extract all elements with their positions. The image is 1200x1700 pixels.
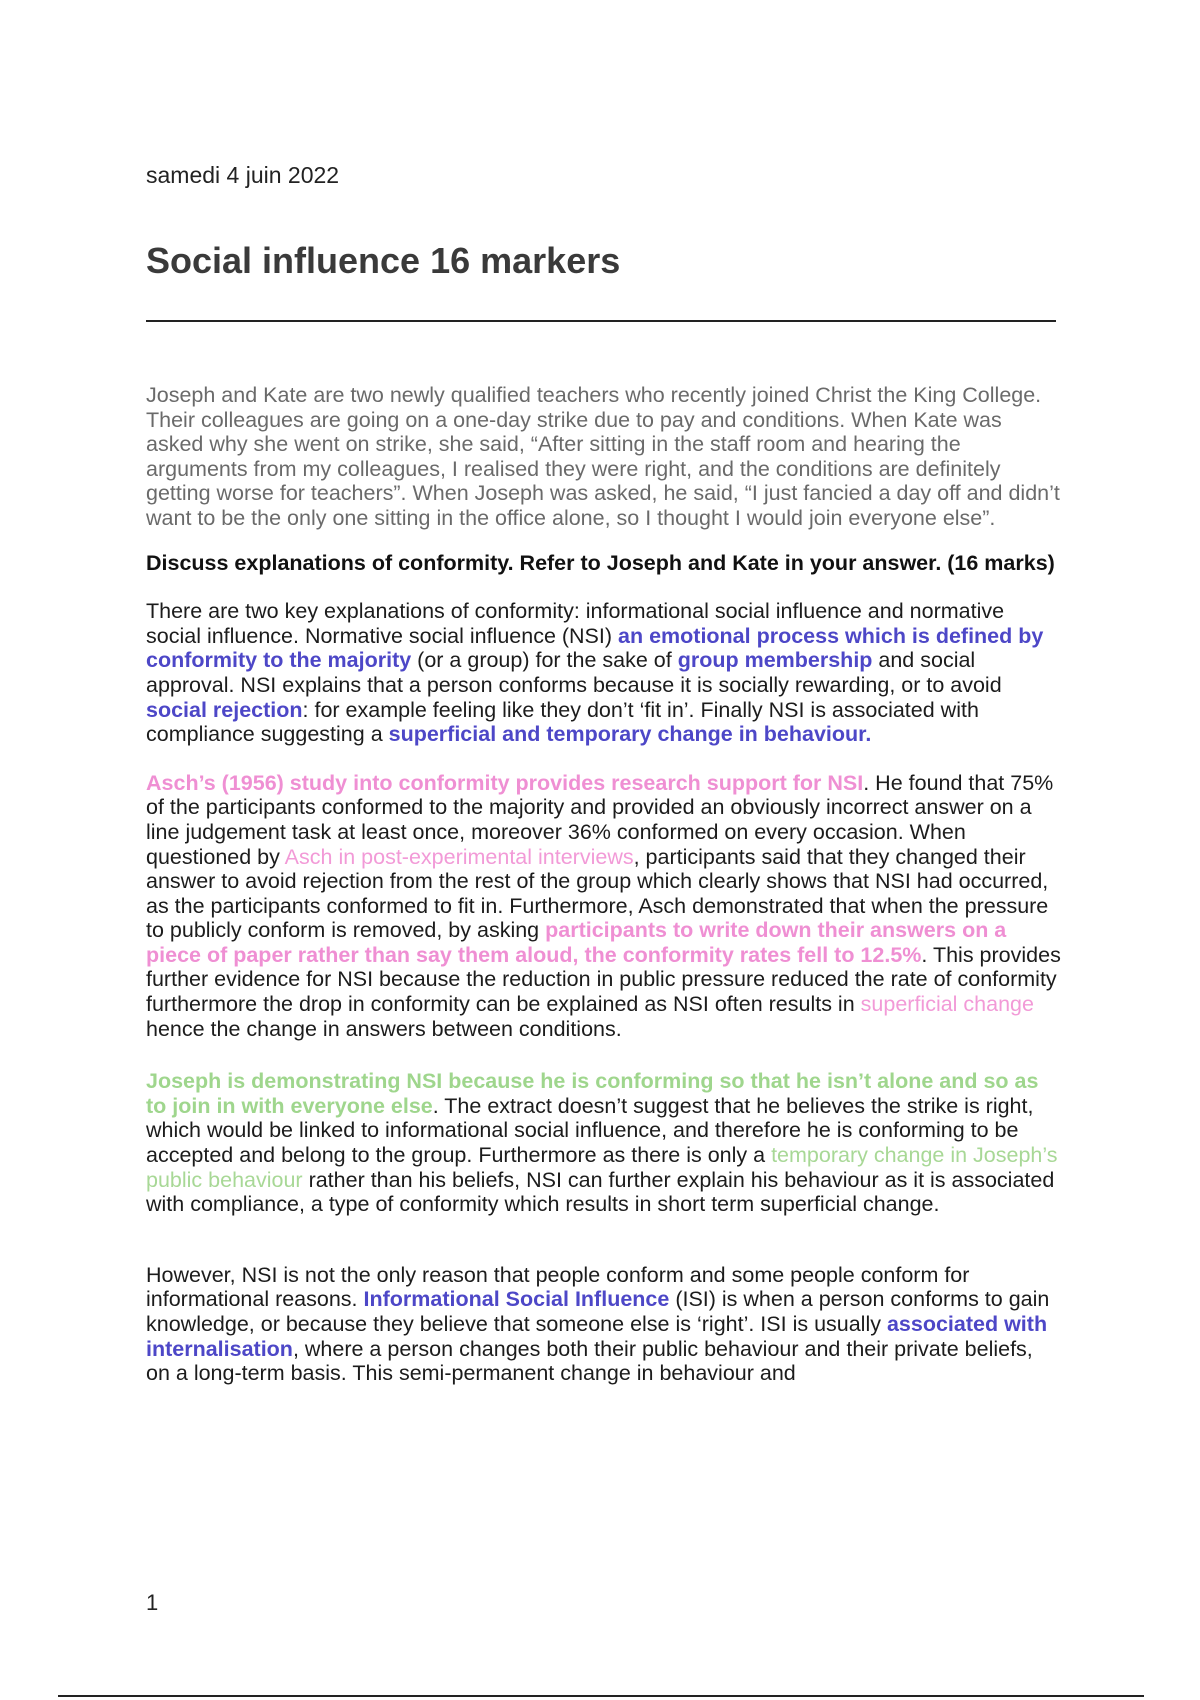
scenario-paragraph: Joseph and Kate are two newly qualified teachers who recently joined Christ the King College. Their colleagues are going on a one-day strike due to pay and conditions. When Kate was asked why she went on strike, she said, “After sitting in the staff room and hearing the arguments from my colleagues, I realised they were right, and the conditions are definitely getting worse for teachers”. When Joseph was asked, he said, “I just fancied a day off and didn’t want to be the only one sitting in the office alone, so I thought I would join everyone else”. [146, 383, 1060, 530]
answer-paragraph-isi [146, 1263, 1062, 1386]
document-body [146, 383, 1062, 1386]
highlight-green: temporary change in Joseph’s public behaviour [146, 1143, 1058, 1192]
text-run: , participants said that they changed their answer to avoid rejection from the rest of the group which clearly shows that NSI had occurred, as the participants conformed to fit in. Furthermore, Asch demonstrated that when the pressure to publicly conform is removed, by asking [146, 844, 1049, 943]
answer-paragraph-nsi-definition [146, 599, 1062, 747]
highlight-blue: social rejection [146, 697, 303, 722]
highlight-pink: superficial change [860, 992, 1034, 1017]
highlight-green: Joseph is demonstrating NSI because he is conforming so that he isn’t alone and so as to join in with everyone else [146, 1069, 1039, 1118]
answer-paragraph-asch-evidence [146, 771, 1062, 1042]
highlight-pink: participants to write down their answers on a piece of paper rather than say them aloud, the conformity rates fell to 12.5% [146, 918, 1007, 967]
highlight-blue: Informational Social Influence [363, 1287, 670, 1312]
highlight-pink: Asch’s (1956) study into conformity provides research support for NSI [146, 770, 864, 795]
text-run: : for example feeling like they don’t ‘fit in’. Finally NSI is associated with compliance suggesting a [146, 697, 979, 747]
document-date: samedi 4 juin 2022 [146, 162, 340, 188]
highlight-blue: superficial and temporary change in behaviour. [388, 722, 872, 747]
highlight-pink: Asch in post-experimental interviews [284, 844, 634, 869]
text-run: However, NSI is not the only reason that people conform and some people conform for informational reasons. [146, 1262, 970, 1312]
page-bottom-divider [58, 1695, 1144, 1697]
exam-question: Discuss explanations of conformity. Refer to Joseph and Kate in your answer. (16 marks) [146, 550, 1055, 575]
text-run: hence the change in answers between conditions. [146, 1016, 622, 1041]
highlight-blue: associated with internalisation [146, 1312, 1048, 1361]
answer-paragraph-joseph-application [146, 1069, 1062, 1217]
page-title: Social influence 16 markers [146, 240, 621, 281]
text-run: . He found that 75% of the participants conformed to the majority and provided an obviously incorrect answer on a line judgement task at least once, moreover 36% conformed on every occasion. When questioned by [146, 770, 1054, 869]
text-run: , where a person changes both their public behaviour and their private beliefs, on a long-term basis. This semi-permanent change in behaviour and [146, 1336, 1033, 1386]
text-run: There are two key explanations of conformity: informational social influence and normative social influence. Normative social influence (NSI) [146, 599, 1005, 648]
text-run: . The extract doesn’t suggest that he believes the strike is right, which would be linked to informational social influence, and therefore he is conforming to be accepted and belong to the group. Furthermore as there is only a [146, 1093, 1034, 1168]
text-run: and social approval. NSI explains that a person conforms because it is socially rewarding, or to avoid [146, 648, 1002, 697]
text-run: . This provides further evidence for NSI because the reduction in public pressure reduced the rate of conformity furthermore the drop in conformity can be explained as NSI often results in [146, 942, 1061, 1017]
page-number: 1 [146, 1590, 159, 1615]
highlight-blue: group membership [677, 648, 873, 673]
highlight-blue: an emotional process which is defined by conformity to the majority [146, 623, 1044, 673]
text-run: (ISI) is when a person conforms to gain knowledge, or because they believe that someone else is ‘right’. ISI is usually [146, 1287, 1050, 1336]
text-run: rather than his beliefs, NSI can further explain his behaviour as it is associated with compliance, a type of conformity which results in short term superficial change. [146, 1167, 1055, 1217]
text-run: (or a group) for the sake of [411, 648, 678, 673]
title-divider [146, 320, 1056, 322]
